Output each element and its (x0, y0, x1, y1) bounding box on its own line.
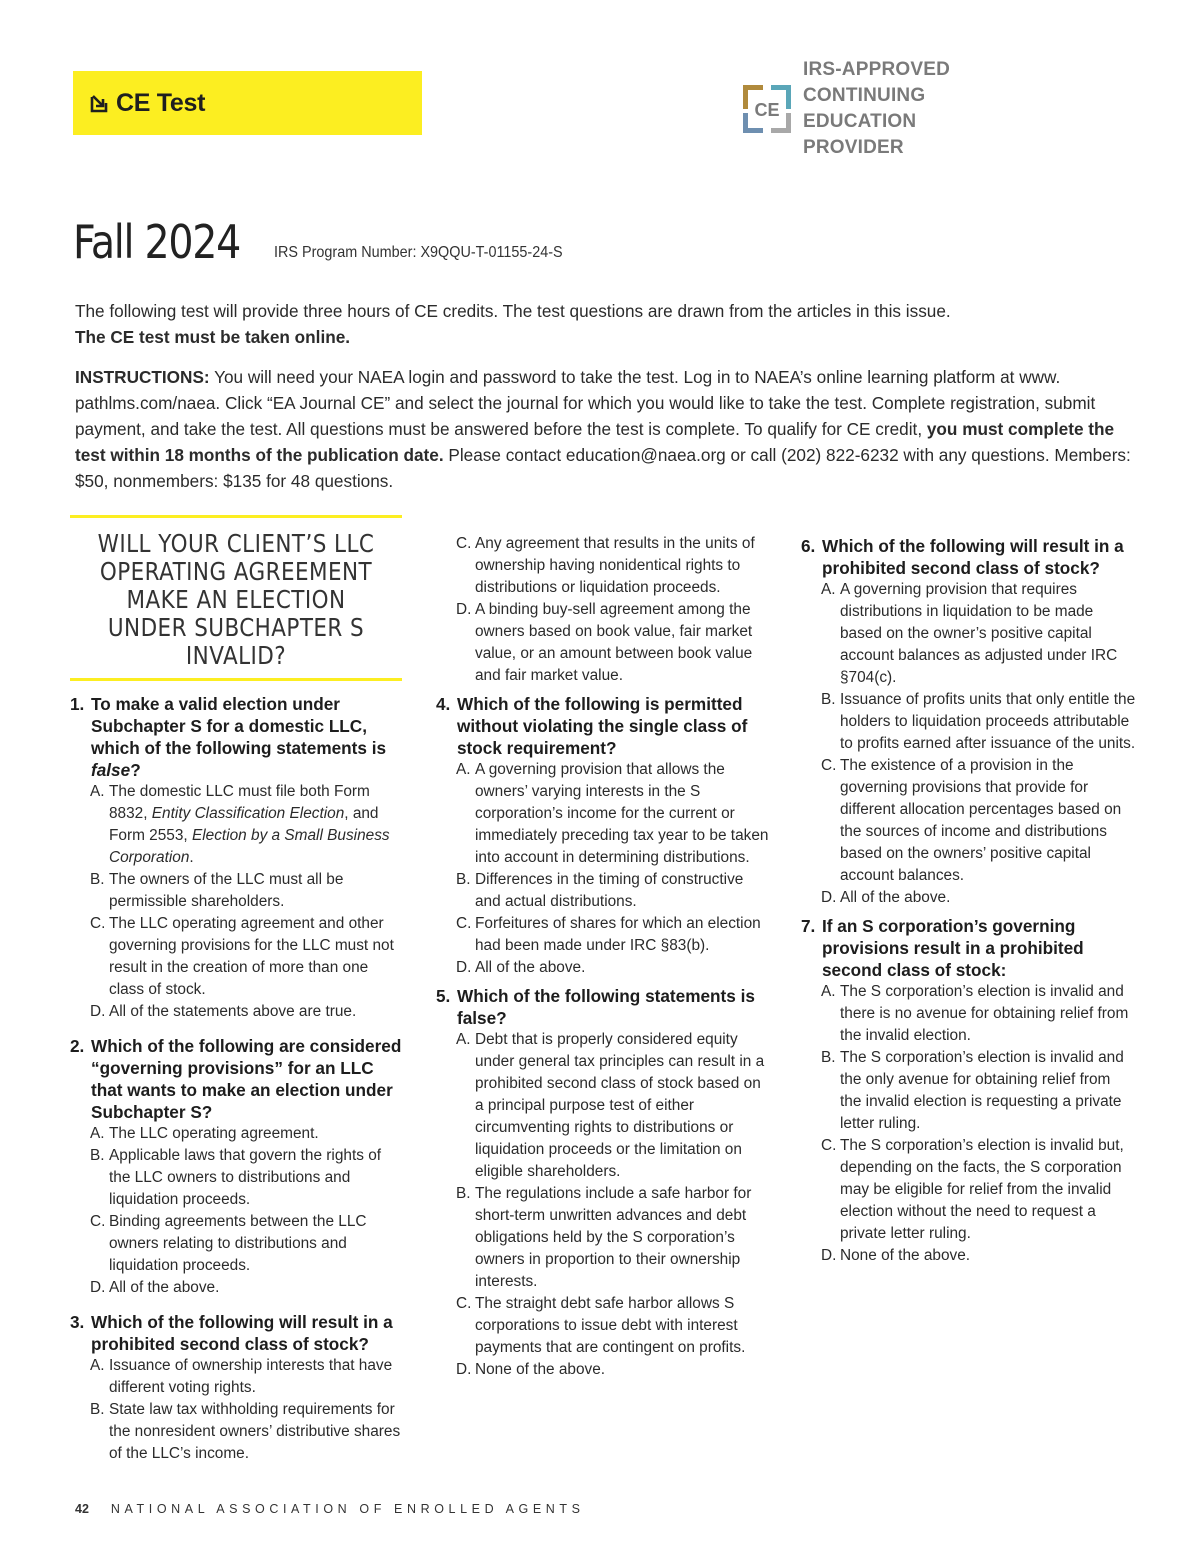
option-letter: B. (90, 871, 105, 888)
answer-option (70, 1145, 405, 1211)
option-letter: D. (456, 1361, 472, 1378)
option-text: Forfeitures of shares for which an election had been made under IRC §83(b). (475, 915, 761, 954)
stem-text: Which of the following statements is false? (457, 986, 755, 1028)
question-number: 3. (70, 1312, 85, 1332)
irs-approved-logo (741, 59, 1041, 158)
logo-line-1: IRS-APPROVED (803, 59, 951, 80)
option-letter: C. (90, 1213, 106, 1230)
answer-option (70, 1123, 405, 1145)
option-text: Debt that is properly considered equity under general tax principles can result in a prohibited second class of stock based on a principal purpose test of either circumventing rights to distributions or liquidation proceeds or the limitation on eligible shareholders. (475, 1031, 765, 1180)
option-letter: B. (821, 691, 836, 708)
form-name: Entity Classification Election (151, 805, 345, 822)
option-letter: A. (456, 761, 471, 778)
option-text: Applicable laws that govern the rights of the LLC owners to distributions and liquidation proceeds. (109, 1147, 382, 1208)
column-1 (70, 515, 405, 1477)
option-text: A binding buy-sell agreement among the owners based on book value, fair market value, or an amount between book value and fair market value. (475, 601, 753, 684)
option-letter: B. (456, 1185, 471, 1202)
answer-option (436, 1183, 771, 1293)
answer-option (436, 599, 771, 687)
option-text: The owners of the LLC must all be permissible shareholders. (109, 871, 344, 910)
answer-option (436, 869, 771, 913)
option-text: The LLC operating agreement and other governing provisions for the LLC must not result in the creation of more than one class of stock. (109, 915, 394, 998)
question-number: 7. (801, 916, 816, 936)
question-1 (70, 693, 405, 1023)
instructions-label: INSTRUCTIONS: (75, 367, 210, 387)
intro-line: The following test will provide three hours of CE credits. The test questions are drawn from the articles in this issue. (75, 301, 951, 321)
answer-option (436, 1359, 771, 1381)
instructions-deadline: you must complete the test within 18 months of the publication date. (75, 419, 1115, 465)
question-stem (801, 915, 1136, 981)
answer-option (70, 913, 405, 1001)
answer-option (70, 1001, 405, 1023)
option-letter: A. (456, 1031, 471, 1048)
option-text: The domestic LLC must file both Form 8832, (109, 783, 370, 822)
option-text: Binding agreements between the LLC owners relating to distributions and liquidation proceeds. (109, 1213, 367, 1274)
option-letter: D. (90, 1003, 106, 1020)
option-letter: D. (456, 601, 472, 618)
issue-title: Fall 2024 (73, 215, 241, 269)
stem-text: Which of the following will result in a prohibited second class of stock? (91, 1312, 393, 1354)
question-stem (70, 1035, 405, 1123)
section-title: WILL YOUR CLIENT’S LLC OPERATING AGREEMENT MAKE AN ELECTION UNDER SUBCHAPTER S INVALID? (97, 529, 375, 670)
answer-option (436, 759, 771, 869)
answer-option (436, 957, 771, 979)
question-stem (70, 1311, 405, 1355)
answer-option (70, 781, 405, 869)
option-letter: B. (821, 1049, 836, 1066)
option-letter: C. (456, 915, 472, 932)
option-text: . (189, 849, 194, 866)
option-text: The LLC operating agreement. (109, 1125, 319, 1142)
question-number: 6. (801, 536, 816, 556)
form-name: Election by a Small Business Corporation (109, 827, 390, 866)
intro-block (75, 298, 1135, 494)
logo-text (803, 57, 1041, 161)
question-2 (70, 1035, 405, 1299)
ce-badge-icon (741, 83, 793, 135)
answer-option (436, 533, 771, 599)
banner-title: CE Test (116, 88, 206, 117)
page-number: 42 (75, 1502, 89, 1516)
stem-text: Which of the following is permitted without violating the single class of stock requirement? (457, 694, 748, 758)
option-text: Issuance of profits units that only entitle the holders to liquidation proceeds attributable to profits earned after issuance of the units. (840, 691, 1136, 752)
answer-option (436, 1293, 771, 1359)
option-letter: A. (821, 581, 836, 598)
option-text: None of the above. (840, 1247, 971, 1264)
answer-option (70, 1355, 405, 1399)
question-number: 4. (436, 694, 451, 714)
answer-option (801, 689, 1136, 755)
stem-emphasis: false (91, 760, 131, 780)
option-letter: C. (821, 1137, 837, 1154)
option-letter: D. (90, 1279, 106, 1296)
option-text: Any agreement that results in the units of ownership having nonidentical rights to distributions or liquidation proceeds. (475, 535, 755, 596)
answer-option (70, 1211, 405, 1277)
option-text: A governing provision that requires distributions in liquidation to be made based on the owner’s positive capital account balances as adjusted under IRC §704(c). (840, 581, 1118, 686)
logo-line-3: PROVIDER (803, 137, 904, 158)
instructions (75, 364, 1135, 494)
question-4 (436, 693, 771, 979)
option-letter: A. (90, 1125, 105, 1142)
option-text: State law tax withholding requirements for the nonresident owners’ distributive shares of the LLC’s income. (109, 1401, 401, 1462)
answer-option (70, 1399, 405, 1465)
question-3 (70, 1311, 405, 1465)
stem-text-end: ? (130, 760, 141, 780)
online-notice: The CE test must be taken online. (75, 327, 351, 347)
instructions-text-2: Please contact education@naea.org or call (202) 822-6232 with any questions. Members: $50, nonmembers: $135 for 48 questions. (75, 445, 1131, 491)
question-6 (801, 535, 1136, 909)
column-3 (801, 535, 1136, 1279)
option-letter: A. (821, 983, 836, 1000)
program-number: IRS Program Number: X9QQU-T-01155-24-S (274, 244, 563, 261)
option-text: None of the above. (475, 1361, 606, 1378)
question-number: 1. (70, 694, 85, 714)
option-text: The existence of a provision in the governing provisions that provide for different allocation percentages based on the sources of income and distributions based on the owners’ positive capital account balances. (840, 757, 1122, 884)
question-stem (436, 693, 771, 759)
logo-badge-text: CE (754, 100, 780, 120)
option-text: The straight debt safe harbor allows S corporations to issue debt with interest payments that are contingent on profits. (475, 1295, 746, 1356)
question-stem (70, 693, 405, 781)
option-text: The S corporation’s election is invalid and the only avenue for obtaining relief from the invalid election is requesting a private letter ruling. (840, 1049, 1124, 1132)
question-3-continued (436, 533, 771, 687)
logo-line-2: CONTINUING EDUCATION (803, 85, 926, 132)
answer-option (801, 579, 1136, 689)
option-letter: B. (90, 1401, 105, 1418)
answer-option (801, 1047, 1136, 1135)
option-letter: D. (821, 1247, 837, 1264)
option-text: , and Form 2553, (109, 805, 379, 844)
option-text: All of the above. (109, 1279, 220, 1296)
option-text: A governing provision that allows the owners’ varying interests in the S corporation’s income for the current or immediately preceding tax year to be taken into account in determining distributions. (475, 761, 769, 866)
question-number: 2. (70, 1036, 85, 1056)
answer-option (801, 981, 1136, 1047)
option-letter: C. (456, 1295, 472, 1312)
answer-option (436, 913, 771, 957)
instructions-text-1: You will need your NAEA login and password to take the test. Log in to NAEA’s online learning platform at www. pathlms.com/naea. Click “EA Journal CE” and select the journal for which you would like to take the test. Complete registration, submit payment, and take the test. All questions must be answered before the test is complete. To qualify for CE credit, (75, 367, 1096, 439)
question-5 (436, 985, 771, 1381)
question-stem (436, 985, 771, 1029)
stem-text: If an S corporation’s governing provisions result in a prohibited second class of stock: (822, 916, 1084, 980)
question-number: 5. (436, 986, 451, 1006)
option-letter: D. (456, 959, 472, 976)
answer-option (801, 1245, 1136, 1267)
ce-test-banner (73, 71, 422, 135)
option-letter: C. (90, 915, 106, 932)
option-text: All of the above. (840, 889, 951, 906)
option-text: The S corporation’s election is invalid and there is no avenue for obtaining relief from the invalid election. (840, 983, 1129, 1044)
question-7 (801, 915, 1136, 1267)
answer-option (70, 869, 405, 913)
option-letter: B. (90, 1147, 105, 1164)
option-letter: C. (821, 757, 837, 774)
option-text: Issuance of ownership interests that have different voting rights. (109, 1357, 393, 1396)
option-text: Differences in the timing of constructive and actual distributions. (475, 871, 744, 910)
section-header (70, 515, 402, 681)
option-text: All of the above. (475, 959, 586, 976)
stem-text: Which of the following are considered “governing provisions” for an LLC that wants to make an election under Subchapter S? (91, 1036, 402, 1122)
option-letter: D. (821, 889, 837, 906)
answer-option (70, 1277, 405, 1299)
option-letter: C. (456, 535, 472, 552)
question-stem (801, 535, 1136, 579)
option-text: The S corporation’s election is invalid but, depending on the facts, the S corporation may be eligible for relief from the invalid election without the need to request a private letter ruling. (840, 1137, 1124, 1242)
organization-name: NATIONAL ASSOCIATION OF ENROLLED AGENTS (110, 1502, 585, 1516)
option-text: The regulations include a safe harbor for short-term unwritten advances and debt obligations held by the S corporation’s owners in proportion to their ownership interests. (475, 1185, 752, 1290)
answer-option (436, 1029, 771, 1183)
option-letter: A. (90, 783, 105, 800)
option-text: All of the statements above are true. (109, 1003, 357, 1020)
option-letter: A. (90, 1357, 105, 1374)
column-2 (436, 533, 771, 1393)
answer-option (801, 887, 1136, 909)
answer-option (801, 755, 1136, 887)
page-footer (75, 1502, 585, 1516)
option-letter: B. (456, 871, 471, 888)
stem-text: To make a valid election under Subchapter S for a domestic LLC, which of the following statements is (91, 694, 387, 758)
stem-text: Which of the following will result in a prohibited second class of stock? (822, 536, 1124, 578)
arrow-in-box-icon (89, 92, 111, 114)
answer-option (801, 1135, 1136, 1245)
